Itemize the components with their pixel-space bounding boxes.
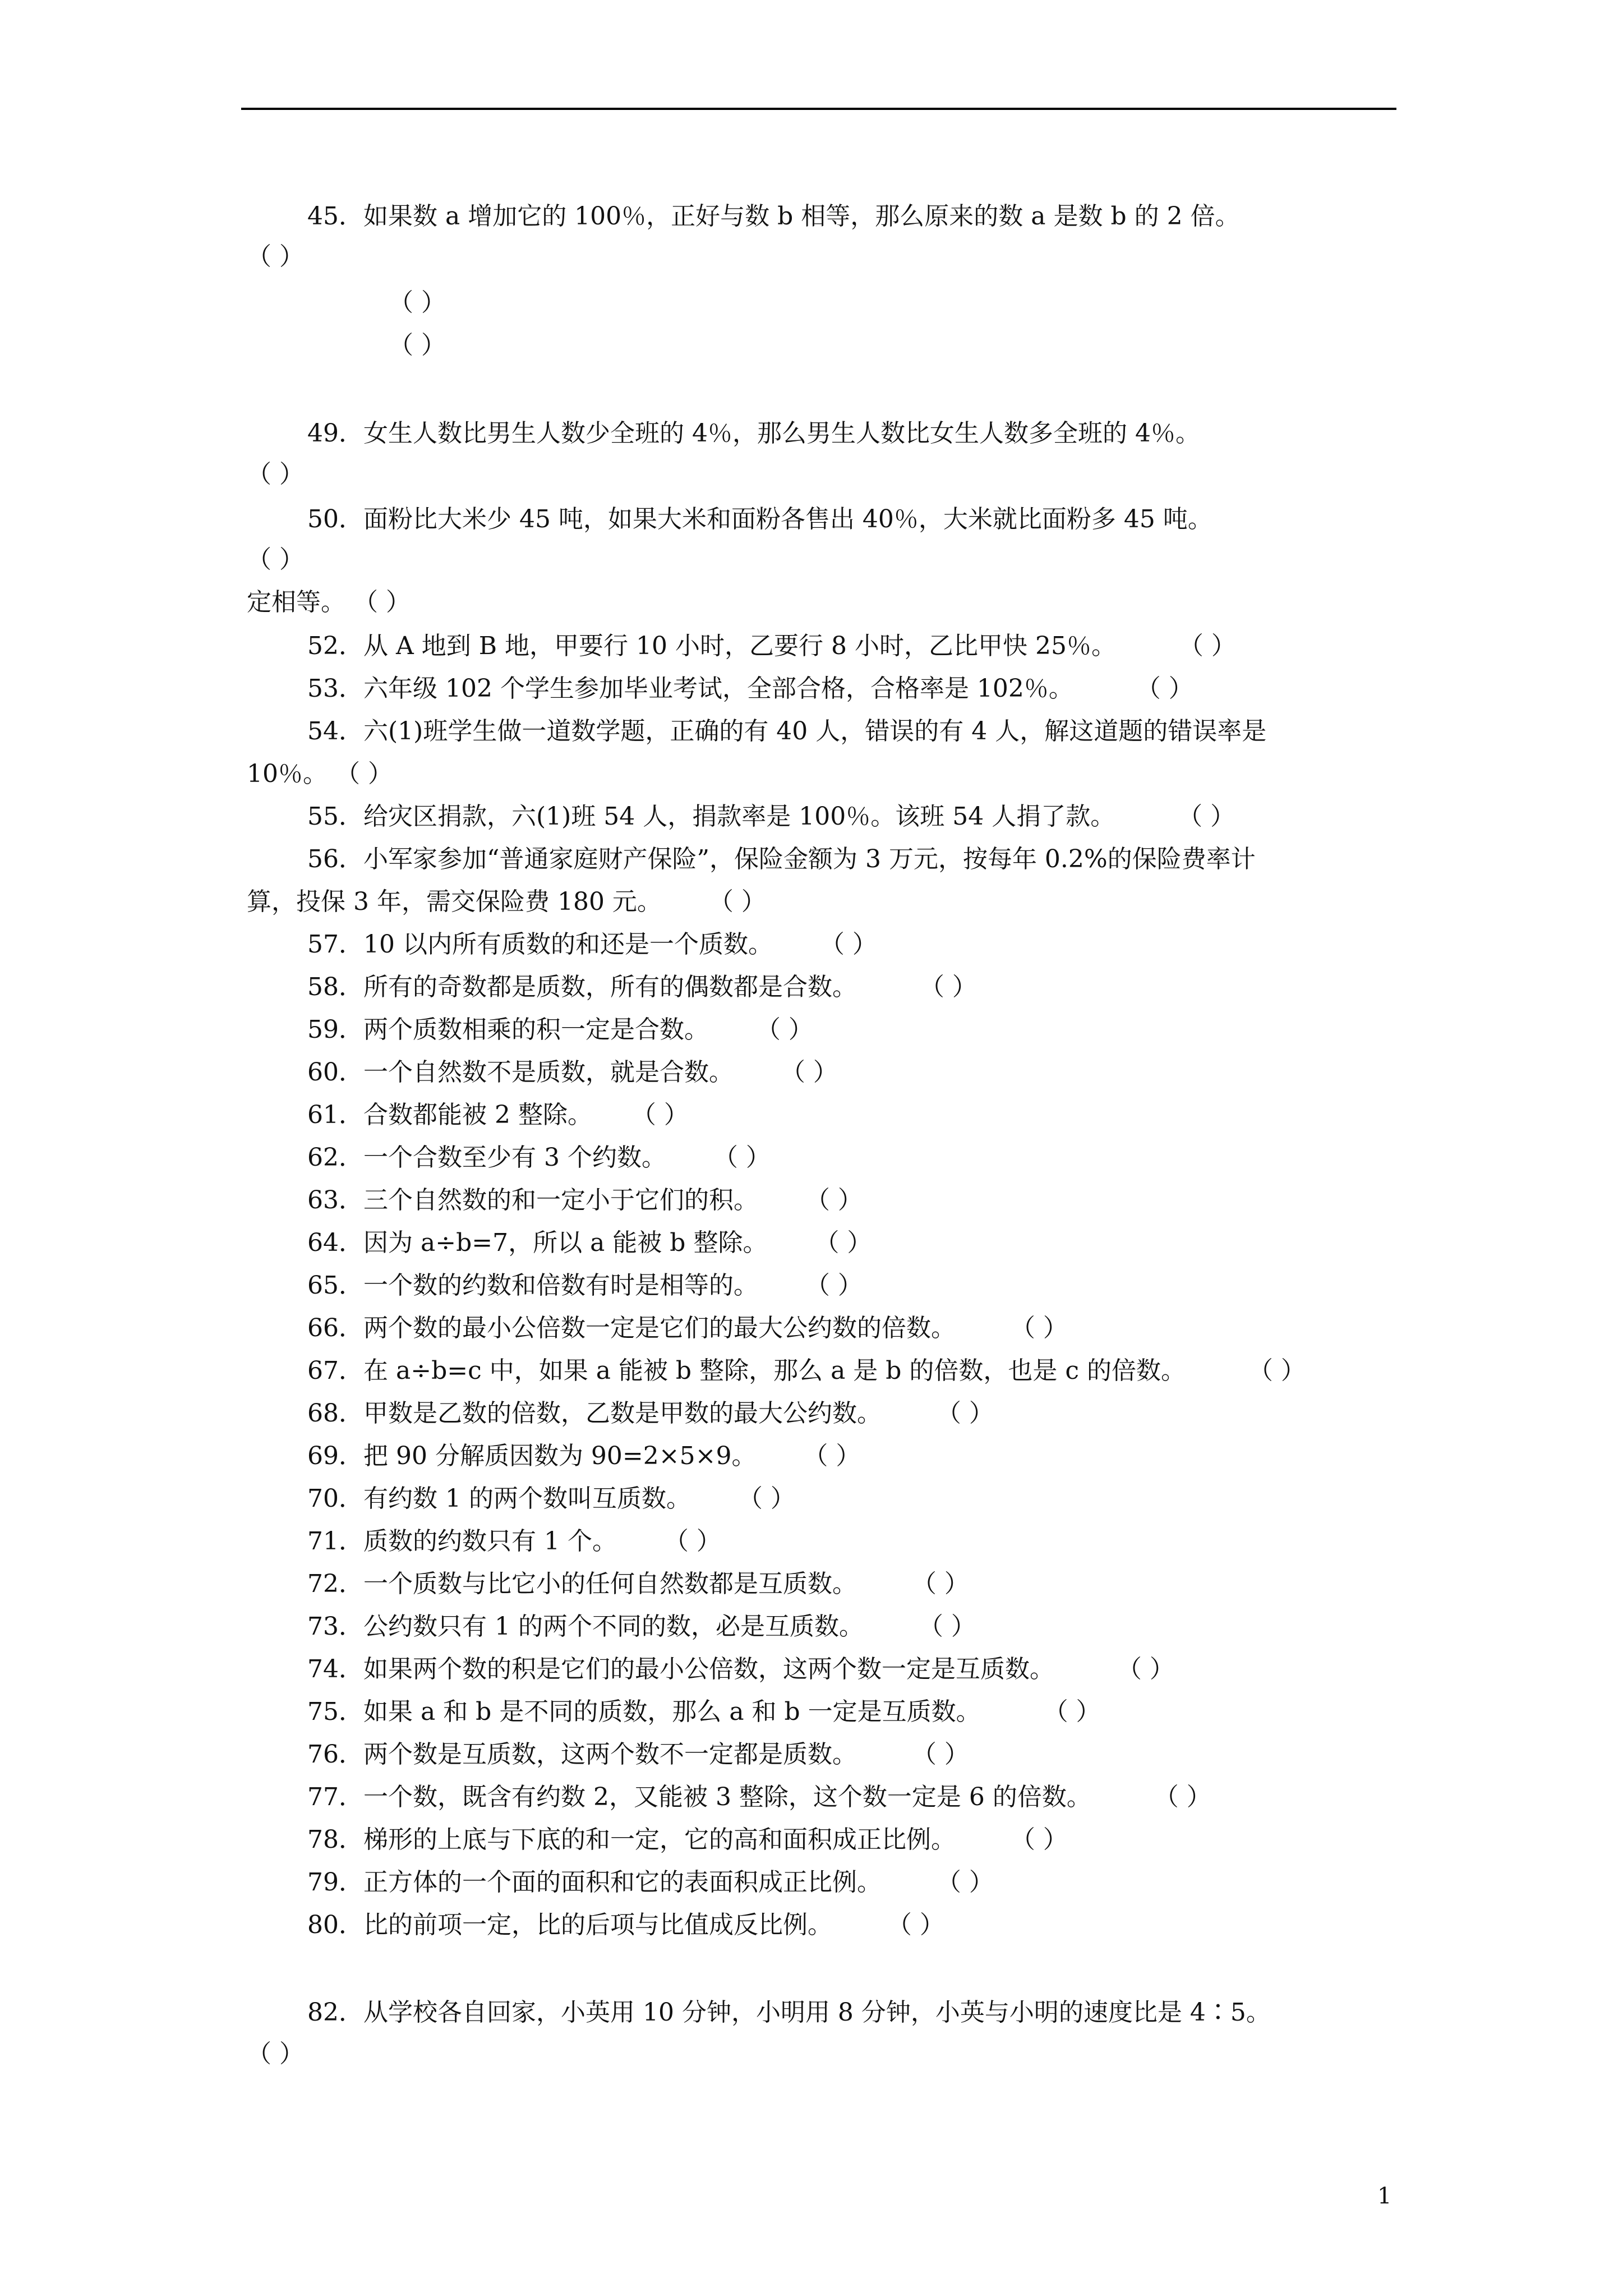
- line-q68: 68．甲数是乙数的倍数，乙数是甲数的最大公约数。 （ ）: [307, 1399, 994, 1428]
- line-q59: 59．两个质数相乘的积一定是合数。 （ ）: [307, 1015, 813, 1044]
- answer-blank: （ ）: [389, 331, 446, 360]
- line-q78: 78．梯形的上底与下底的和一定，它的高和面积成正比例。 （ ）: [307, 1825, 1068, 1854]
- line-q73: 73．公约数只有 1 的两个不同的数，必是互质数。 （ ）: [307, 1612, 976, 1641]
- line-q79: 79．正方体的一个面的面积和它的表面积成正比例。 （ ）: [307, 1868, 994, 1897]
- line-q60: 60．一个自然数不是质数，就是合数。 （ ）: [307, 1058, 838, 1087]
- line-q54-cont: 10％。 （ ）: [247, 760, 393, 788]
- line-q49: 49．女生人数比男生人数少全班的 4％，那么男生人数比女生人数多全班的 4％。: [307, 419, 1200, 448]
- answer-blank-q82: （ ）: [247, 2040, 304, 2068]
- line-q57: 57．10 以内所有质数的和还是一个质数。 （ ）: [307, 930, 877, 959]
- line-q56-cont: 算，投保 3 年，需交保险费 180 元。 （ ）: [247, 887, 766, 916]
- line-q76: 76．两个数是互质数，这两个数不一定都是质数。 （ ）: [307, 1740, 969, 1769]
- line-q70: 70．有约数 1 的两个数叫互质数。 （ ）: [307, 1484, 795, 1513]
- line-q53: 53．六年级 102 个学生参加毕业考试，全部合格，合格率是 102％。 （ ）: [307, 674, 1193, 703]
- line-q50: 50．面粉比大米少 45 吨，如果大米和面粉各售出 40％，大米就比面粉多 45 吨。: [307, 505, 1212, 533]
- line-q72: 72．一个质数与比它小的任何自然数都是互质数。 （ ）: [307, 1570, 969, 1598]
- answer-blank: （ ）: [389, 288, 446, 317]
- line-q61: 61．合数都能被 2 整除。 （ ）: [307, 1101, 689, 1129]
- page-number: 1: [1377, 2183, 1392, 2209]
- line-q62: 62．一个合数至少有 3 个约数。 （ ）: [307, 1143, 771, 1172]
- line-q80: 80．比的前项一定，比的后项与比值成反比例。 （ ）: [307, 1911, 944, 1939]
- line-q58: 58．所有的奇数都是质数，所有的偶数都是合数。 （ ）: [307, 973, 977, 1001]
- line-q71: 71．质数的约数只有 1 个。 （ ）: [307, 1527, 721, 1556]
- line-q77: 77．一个数，既含有约数 2，又能被 3 整除，这个数一定是 6 的倍数。 （ ）: [307, 1783, 1211, 1811]
- answer-blank-q50: （ ）: [247, 545, 304, 574]
- line-q75: 75．如果 a 和 b 是不同的质数，那么 a 和 b 一定是互质数。 （ ）: [307, 1697, 1101, 1726]
- answer-blank-q45: （ ）: [247, 242, 304, 271]
- line-q54: 54．六(1)班学生做一道数学题，正确的有 40 人，错误的有 4 人，解这道题的错误率是: [307, 717, 1267, 746]
- line-q56: 56．小军家参加“普通家庭财产保险”，保险金额为 3 万元，按每年 0.2%的保险费率计: [307, 845, 1256, 873]
- line-q82: 82．从学校各自回家，小英用 10 分钟，小明用 8 分钟，小英与小明的速度比是 4∶5。: [307, 1998, 1271, 2027]
- answer-blank-q49: （ ）: [247, 460, 304, 489]
- line-q67: 67．在 a÷b=c 中，如果 a 能被 b 整除，那么 a 是 b 的倍数，也是 c 的倍数。 （ ）: [307, 1356, 1306, 1385]
- line-q65: 65．一个数的约数和倍数有时是相等的。 （ ）: [307, 1271, 863, 1300]
- line-q63: 63．三个自然数的和一定小于它们的积。 （ ）: [307, 1186, 863, 1214]
- line-q64: 64．因为 a÷b=7，所以 a 能被 b 整除。 （ ）: [307, 1228, 872, 1257]
- line-q55: 55．给灾区捐款，六(1)班 54 人，捐款率是 100％。该班 54 人捐了款。 （ ）: [307, 802, 1235, 831]
- line-q66: 66．两个数的最小公倍数一定是它们的最大公约数的倍数。 （ ）: [307, 1314, 1068, 1342]
- line-q74: 74．如果两个数的积是它们的最小公倍数，这两个数一定是互质数。 （ ）: [307, 1655, 1174, 1683]
- header-rule: [241, 108, 1396, 110]
- line-q52: 52．从 A 地到 B 地，甲要行 10 小时，乙要行 8 小时，乙比甲快 25％。 （ ）: [307, 632, 1236, 660]
- line-q51-fragment: 定相等。 （ ）: [247, 588, 411, 616]
- line-q45: 45．如果数 a 增加它的 100％，正好与数 b 相等，那么原来的数 a 是数 b 的 2 倍。: [307, 202, 1240, 231]
- line-q69: 69．把 90 分解质因数为 90=2×5×9。 （ ）: [307, 1442, 861, 1470]
